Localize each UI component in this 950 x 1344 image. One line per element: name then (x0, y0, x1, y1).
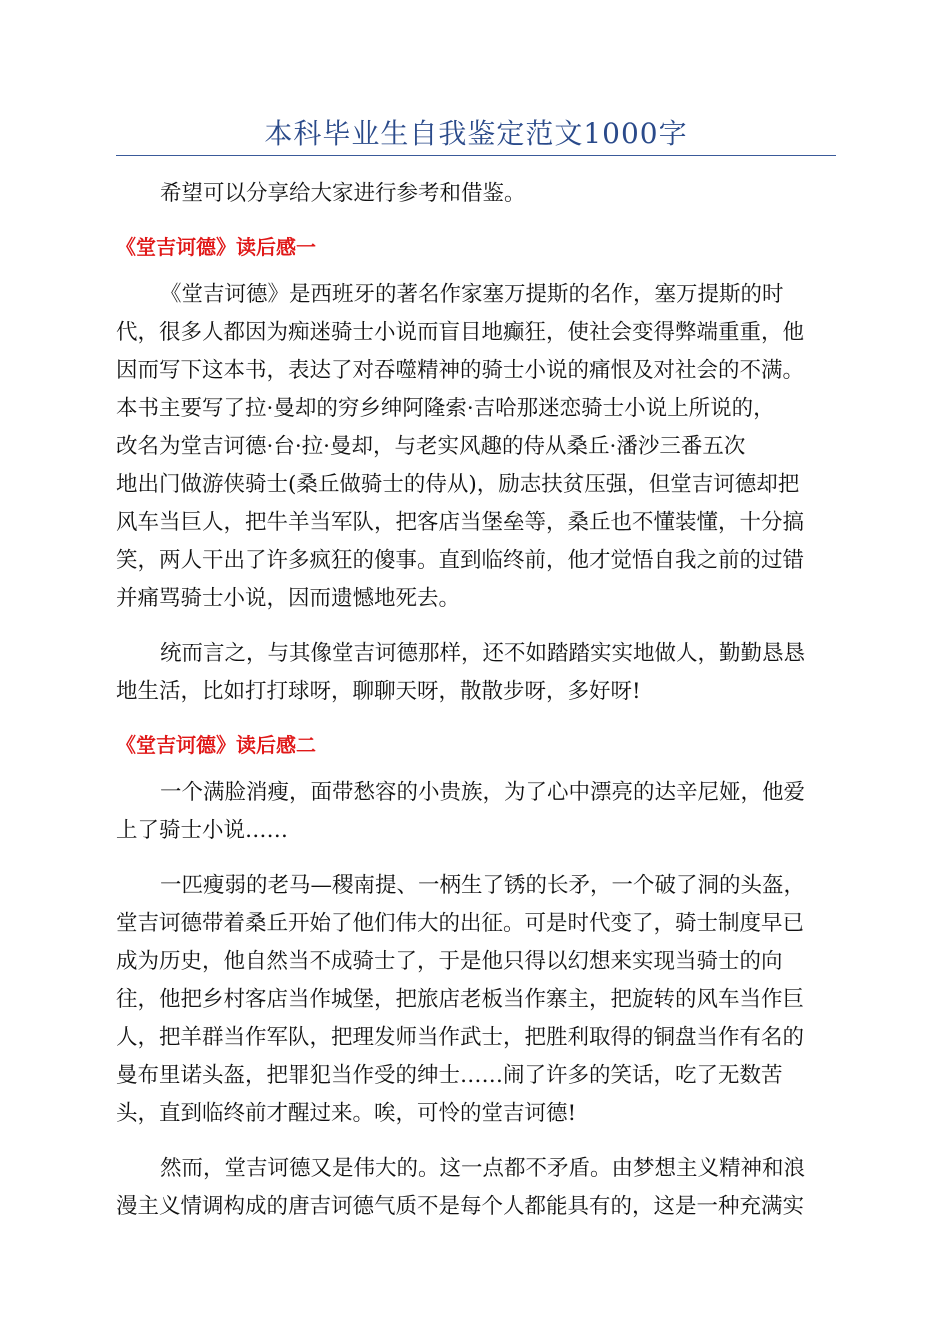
paragraph-line: 曼布里诺头盔，把罪犯当作受的绅士……闹了许多的笑话，吃了无数苦 (116, 1063, 783, 1088)
paragraph-line: 地生活，比如打打球呀，聊聊天呀，散散步呀，多好呀! (116, 679, 641, 704)
paragraph-line: 头，直到临终前才醒过来。唉，可怜的堂吉诃德! (116, 1101, 577, 1126)
paragraph-line: 统而言之，与其像堂吉诃德那样，还不如踏踏实实地做人，勤勤恳恳 (160, 641, 806, 666)
paragraph-line: 上了骑士小说…… (116, 818, 289, 843)
paragraph-line: 堂吉诃德带着桑丘开始了他们伟大的出征。可是时代变了，骑士制度早已 (116, 911, 805, 936)
paragraph-line: 地出门做游侠骑士(桑丘做骑士的侍从)，励志扶贫压强，但堂吉诃德却把 (116, 472, 800, 497)
paragraph-line: 《堂吉诃德》是西班牙的著名作家塞万提斯的名作，塞万提斯的时 (160, 282, 784, 307)
paragraph-line: 一个满脸消瘦，面带愁容的小贵族，为了心中漂亮的达辛尼娅，他爱 (160, 780, 806, 805)
section-heading-1: 《堂吉诃德》读后感一 (116, 235, 316, 259)
paragraph-line: 并痛骂骑士小说，因而遗憾地死去。 (116, 586, 461, 611)
paragraph-line: 代，很多人都因为痴迷骑士小说而盲目地癫狂，使社会变得弊端重重，他 (116, 320, 805, 345)
paragraph-line: 笑，两人干出了许多疯狂的傻事。直到临终前，他才觉悟自我之前的过错 (116, 548, 805, 573)
paragraph-line: 人，把羊群当作军队，把理发师当作武士，把胜利取得的铜盘当作有名的 (116, 1025, 805, 1050)
paragraph-line: 成为历史，他自然当不成骑士了，于是他只得以幻想来实现当骑士的向 (116, 949, 783, 974)
paragraph-line: 往，他把乡村客店当作城堡，把旅店老板当作寨主，把旋转的风车当作巨 (116, 987, 805, 1012)
paragraph-line: 本书主要写了拉·曼却的穷乡绅阿隆索·吉哈那迷恋骑士小说上所说的， (116, 396, 775, 421)
paragraph-line: 漫主义情调构成的唐吉诃德气质不是每个人都能具有的，这是一种充满实 (116, 1194, 805, 1219)
section-heading-2: 《堂吉诃德》读后感二 (116, 733, 316, 757)
paragraph-line: 然而，堂吉诃德又是伟大的。这一点都不矛盾。由梦想主义精神和浪 (160, 1156, 806, 1181)
paragraph-line: 因而写下这本书，表达了对吞噬精神的骑士小说的痛恨及对社会的不满。 (116, 358, 805, 383)
paragraph-line: 风车当巨人，把牛羊当军队，把客店当堡垒等，桑丘也不懂装懂，十分搞 (116, 510, 805, 535)
paragraph-line: 一匹瘦弱的老马—稷南提、一柄生了锈的长矛，一个破了洞的头盔， (160, 873, 806, 898)
paragraph-line: 改名为堂吉诃德·台·拉·曼却，与老实风趣的侍从桑丘·潘沙三番五次 (116, 434, 746, 459)
document-title: 本科毕业生自我鉴定范文1000字 (264, 117, 688, 150)
title-underline (116, 155, 836, 156)
intro-text: 希望可以分享给大家进行参考和借鉴。 (160, 181, 526, 206)
